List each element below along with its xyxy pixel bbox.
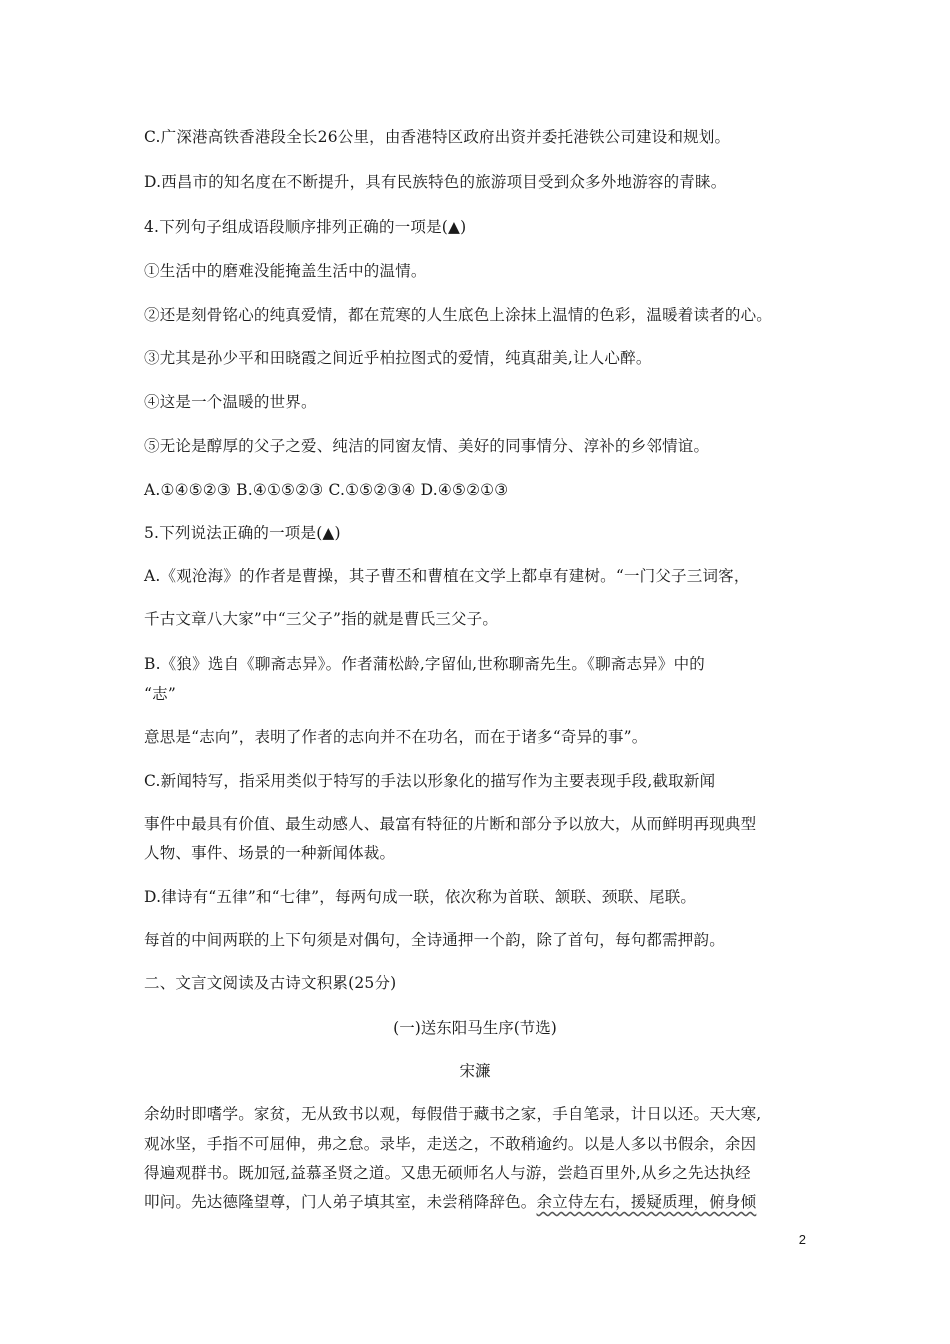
- section-2-heading: 二、文言文阅读及古诗文积累(25分): [144, 974, 397, 992]
- q5-option-c-line-2: 事件中最具有价值、最生动感人、最富有特征的片断和部分予以放大，从而鲜明再现典型: [144, 815, 757, 833]
- option-3c: C.广深港高铁香港段全长26公里，由香港特区政府出资并委托港铁公司建设和规划。: [144, 128, 731, 146]
- q4-sentence-1: ①生活中的磨难没能掩盖生活中的温情。: [144, 262, 427, 280]
- underlined-sentence: 余立侍左右，援疑质理，俯身倾: [536, 1193, 757, 1211]
- q4-sentence-3: ③尤其是孙少平和田晓霞之间近乎柏拉图式的爱情，纯真甜美,让人心醉。: [144, 349, 652, 367]
- q5-option-b-line-2: “志”: [144, 685, 176, 703]
- passage-line-1: 余幼时即嗜学。家贫，无从致书以观，每假借于藏书之家，手自笔录，计日以还。天大寒,: [144, 1105, 762, 1123]
- passage-author: 宋濂: [459, 1062, 491, 1080]
- q4-sentence-4: ④这是一个温暖的世界。: [144, 393, 317, 411]
- q4-sentence-2: ②还是刻骨铭心的纯真爱情，都在荒寒的人生底色上涂抹上温情的色彩，温暖着读者的心。: [144, 306, 773, 324]
- option-3d: D.西昌市的知名度在不断提升，具有民族特色的旅游项目受到众多外地游容的青睐。: [144, 173, 727, 191]
- q4-options: A.①④⑤②③ B.④①⑤②③ C.①⑤②③④ D.④⑤②①③: [144, 481, 509, 499]
- question-5-stem: 5.下列说法正确的一项是(▲): [144, 524, 341, 542]
- q5-option-a-line-2: 千古文章八大家”中“三父子”指的就是曹氏三父子。: [144, 610, 499, 628]
- passage-line-4: [144, 1192, 756, 1212]
- passage-line-2: 观冰坚，手指不可屈伸，弗之怠。录毕，走送之，不敢稍逾约。以是人多以书假余，余因: [144, 1135, 757, 1153]
- q5-option-a-line-1: A.《观沧海》的作者是曹操，其子曹丕和曹植在文学上都卓有建树。“一门父子三词客，: [144, 567, 750, 585]
- passage-line-3: 得遍观群书。既加冠,益慕圣贤之道。又患无硕师名人与游，尝趋百里外,从乡之先达执经: [144, 1164, 751, 1182]
- q5-option-d-line-2: 每首的中间两联的上下句须是对偶句，全诗通押一个韵，除了首句，每句都需押韵。: [144, 931, 725, 949]
- q5-option-d-line-1: D.律诗有“五律”和“七律”，每两句成一联，依次称为首联、颔联、颈联、尾联。: [144, 888, 697, 906]
- q5-option-c-line-3: 人物、事件、场景的一种新闻体裁。: [144, 844, 396, 862]
- page-number: 2: [798, 1232, 806, 1247]
- q5-option-b-line-1: B.《狼》选自《聊斋志异》。作者蒲松龄,字留仙,世称聊斋先生。《聊斋志异》中的: [144, 655, 705, 673]
- question-4-stem: 4.下列句子组成语段顺序排列正确的一项是(▲): [144, 218, 467, 236]
- passage-title: (一)送东阳马生序(节选): [393, 1019, 557, 1037]
- q5-option-b-line-3: 意思是“志向”，表明了作者的志向并不在功名，而在于诸多“奇异的事”。: [144, 728, 648, 746]
- q4-sentence-5: ⑤无论是醇厚的父子之爱、纯洁的同窗友情、美好的同事情分、淳补的乡邻情谊。: [144, 437, 710, 455]
- passage-line-4-text: 叩问。先达德隆望尊，门人弟子填其室，未尝稍降辞色。: [144, 1193, 537, 1211]
- q5-option-c-line-1: C.新闻特写，指采用类似于特写的手法以形象化的描写作为主要表现手段,截取新闻: [144, 772, 716, 790]
